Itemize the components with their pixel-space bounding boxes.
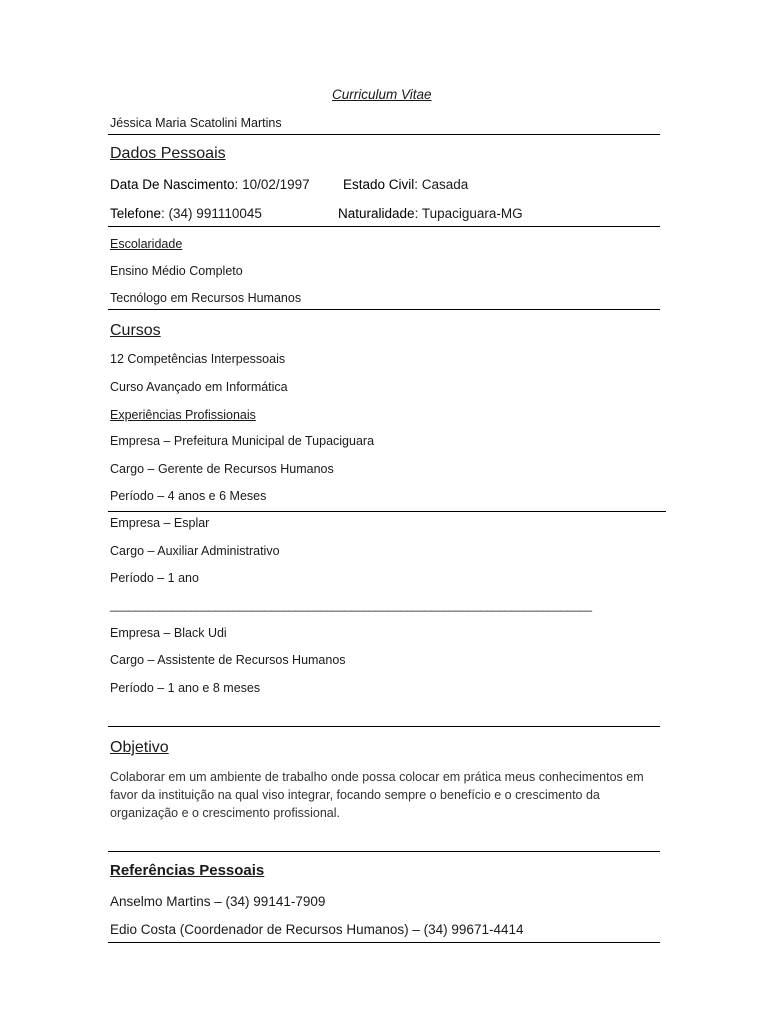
job-role: Cargo – Gerente de Recursos Humanos [110, 462, 334, 476]
section-heading-objetivo: Objetivo [110, 739, 169, 756]
divider [108, 851, 660, 852]
list-item: Tecnólogo em Recursos Humanos [110, 291, 302, 305]
job-role: Cargo – Assistente de Recursos Humanos [110, 653, 346, 667]
phone-label: Telefone [110, 206, 162, 221]
person-name: Jéssica Maria Scatolini Martins [110, 116, 282, 130]
job-company: Empresa – Black Udi [110, 626, 227, 640]
section-heading-cursos: Cursos [110, 322, 161, 339]
phone-row [110, 206, 262, 221]
reference-item: Edio Costa (Coordenador de Recursos Humanos) – (34) 99671-4414 [110, 922, 524, 937]
phone-value: : (34) 991110045 [161, 206, 262, 221]
job-company: Empresa – Prefeitura Municipal de Tupaciguara [110, 434, 375, 448]
marital-status-row [343, 177, 468, 192]
job-company: Empresa – Esplar [110, 516, 210, 530]
divider [108, 511, 666, 512]
birthplace-value: : Tupaciguara-MG [414, 206, 523, 221]
job-role: Cargo – Auxiliar Administrativo [110, 544, 280, 558]
list-item: Ensino Médio Completo [110, 264, 243, 278]
section-heading-experiencias: Experiências Profissionais [110, 408, 256, 422]
birthplace-label: Naturalidade [338, 206, 415, 221]
divider [108, 226, 660, 227]
section-heading-escolaridade: Escolaridade [110, 237, 183, 251]
objective-text: Colaborar em um ambiente de trabalho onde possa colocar em prática meus conhecimentos em favor da instituição na qual viso integrar, focando sempre o benefício e o crescimento da organização e o crescimento profissional. [110, 770, 644, 820]
divider [108, 309, 660, 310]
divider [108, 726, 660, 727]
job-period: Período – 1 ano e 8 meses [110, 681, 261, 695]
divider [108, 942, 660, 943]
birth-date-value: : 10/02/1997 [234, 177, 310, 192]
job-period: Período – 4 anos e 6 Meses [110, 489, 267, 503]
marital-status-value: : Casada [414, 177, 469, 192]
job-period: Período – 1 ano [110, 571, 199, 585]
divider [108, 134, 660, 135]
list-item: 12 Competências Interpessoais [110, 352, 286, 366]
marital-status-label: Estado Civil [343, 177, 415, 192]
list-item: Curso Avançado em Informática [110, 380, 288, 394]
birth-date-row [110, 177, 310, 192]
section-heading-dados-pessoais: Dados Pessoais [110, 145, 226, 162]
birthplace-row [338, 206, 523, 221]
birth-date-label: Data De Nascimento [110, 177, 235, 192]
reference-item: Anselmo Martins – (34) 99141-7909 [110, 894, 326, 909]
section-heading-referencias: Referências Pessoais [110, 862, 265, 879]
separator-underscores: ______________________________________________________________________________ [110, 598, 592, 612]
document-title: Curriculum Vitae [332, 87, 432, 102]
